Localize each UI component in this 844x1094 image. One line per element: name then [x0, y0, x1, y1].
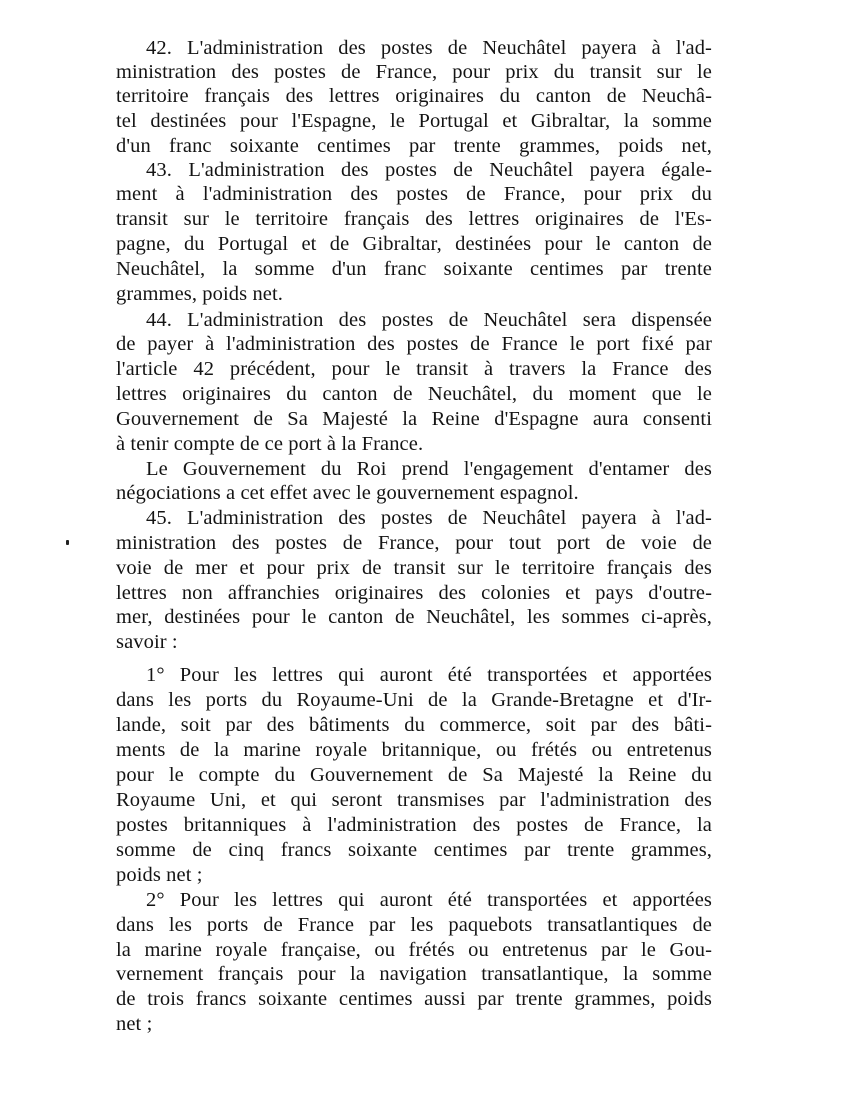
text-line: de payer à l'administration des postes de France le port fixé par — [116, 333, 712, 355]
text-line: l'article 42 précédent, pour le transit à travers la France des — [116, 358, 712, 380]
text-line: Le Gouvernement du Roi prend l'engagement d'entamer des — [146, 458, 712, 480]
text-line: Gouvernement de Sa Majesté la Reine d'Espagne aura consenti — [116, 408, 712, 430]
text-line: lettres non affranchies originaires des colonies et pays d'outre- — [116, 582, 712, 604]
text-line: de trois francs soixante centimes aussi par trente grammes, poids — [116, 988, 712, 1010]
text-line: ministration des postes de France, pour tout port de voie de — [116, 532, 712, 554]
text-line: la marine royale française, ou frétés ou entretenus par le Gou- — [116, 939, 712, 961]
text-line: postes britanniques à l'administration des postes de France, la — [116, 814, 712, 836]
text-line: 42. L'administration des postes de Neuchâtel payera à l'ad- — [146, 37, 712, 59]
text-line: ment à l'administration des postes de France, pour prix du — [116, 183, 712, 205]
text-line: à tenir compte de ce port à la France. — [116, 433, 424, 455]
text-line: tel destinées pour l'Espagne, le Portugal et Gibraltar, la somme — [116, 110, 712, 132]
text-line: négociations a cet effet avec le gouvernement espagnol. — [116, 482, 579, 504]
text-line: dans les ports du Royaume-Uni de la Grande-Bretagne et d'Ir- — [116, 689, 712, 711]
text-line: territoire français des lettres originaires du canton de Neuchâ- — [116, 85, 712, 107]
text-line: 1° Pour les lettres qui auront été transportées et apportées — [146, 664, 712, 686]
text-line: Royaume Uni, et qui seront transmises par l'administration des — [116, 789, 712, 811]
text-line: ministration des postes de France, pour prix du transit sur le — [116, 61, 712, 83]
text-line: grammes, poids net. — [116, 283, 284, 305]
text-line: mer, destinées pour le canton de Neuchâtel, les sommes ci-après, — [116, 606, 712, 628]
text-line: 45. L'administration des postes de Neuchâtel payera à l'ad- — [146, 507, 712, 529]
stray-ink-mark — [66, 540, 69, 545]
text-line: pagne, du Portugal et de Gibraltar, destinées pour le canton de — [116, 233, 712, 255]
text-line: poids net ; — [116, 864, 203, 886]
text-line: transit sur le territoire français des lettres originaires de l'Es- — [116, 208, 712, 230]
text-line: pour le compte du Gouvernement de Sa Majesté la Reine du — [116, 764, 712, 786]
text-line: 2° Pour les lettres qui auront été transportées et apportées — [146, 889, 712, 911]
text-line: lettres originaires du canton de Neuchâtel, du moment que le — [116, 383, 712, 405]
text-line: savoir : — [116, 631, 178, 653]
text-line: d'un franc soixante centimes par trente grammes, poids net, — [116, 135, 712, 157]
text-line: ments de la marine royale britannique, ou frétés ou entretenus — [116, 739, 712, 761]
text-line: Neuchâtel, la somme d'un franc soixante centimes par trente — [116, 258, 712, 280]
text-line: 43. L'administration des postes de Neuchâtel payera égale- — [146, 159, 712, 181]
text-line: somme de cinq francs soixante centimes par trente grammes, — [116, 839, 712, 861]
text-line: dans les ports de France par les paquebots transatlantiques de — [116, 914, 712, 936]
text-line: net ; — [116, 1013, 153, 1035]
text-line: lande, soit par des bâtiments du commerce, soit par des bâti- — [116, 714, 712, 736]
text-line: voie de mer et pour prix de transit sur le territoire français des — [116, 557, 712, 579]
text-line: vernement français pour la navigation transatlantique, la somme — [116, 963, 712, 985]
text-line: 44. L'administration des postes de Neuchâtel sera dispensée — [146, 309, 712, 331]
